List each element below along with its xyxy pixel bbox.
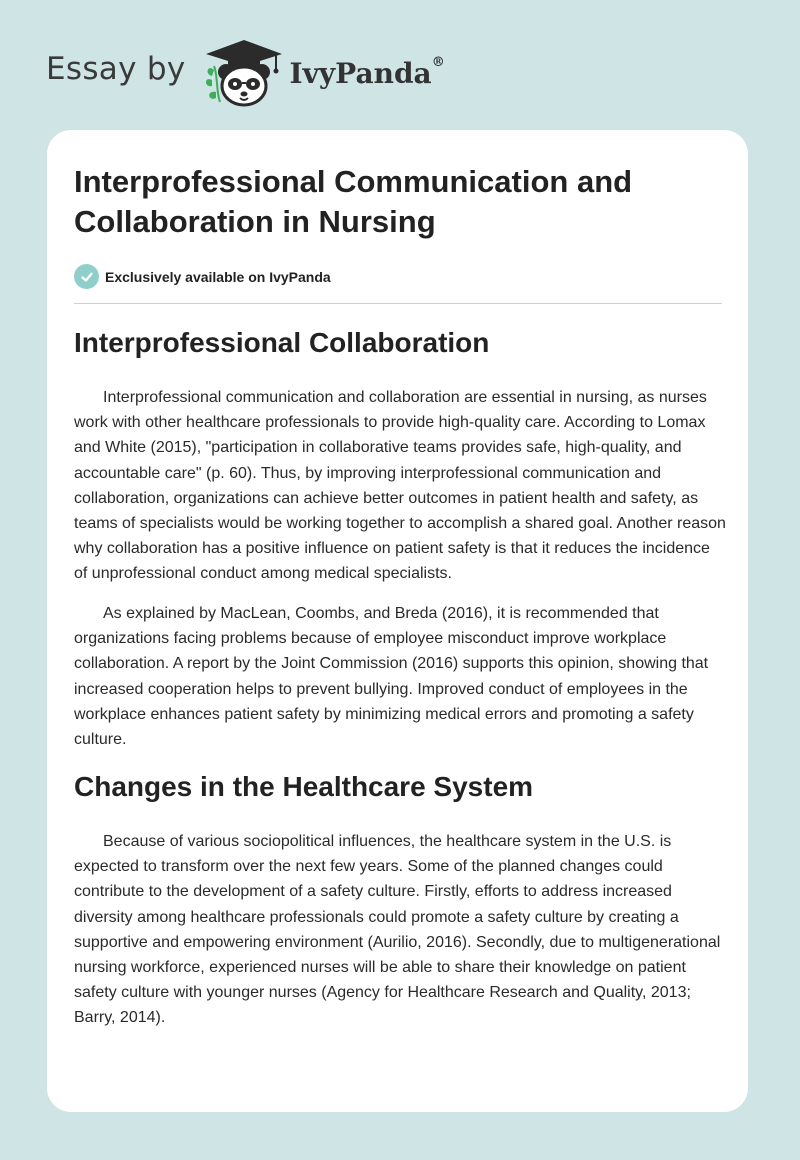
check-mark-glyph: [80, 270, 94, 284]
divider: [74, 303, 722, 304]
section-heading-changes: Changes in the Healthcare System: [74, 771, 534, 802]
registered-mark: ®: [431, 54, 445, 70]
paragraph: Interprofessional communication and collaboration are essential in nursing, as nurses work with other healthcare professionals to provide high-quality care. According to Lomax and White (2015), "participation in collaborative teams provides safe, high-quality, and accountable care" (p. 60). Thus, by improving interprofessional communication and collaboration, organizations can achieve better outcomes in patient health and safety, as teams of specialists would be working together to accomplish a shared goal. Another reason why collaboration has a positive influence on patient safety is that it reduces the incidence of unprofessional conduct among medical specialists.: [74, 389, 726, 583]
page-title: Interprofessional Communication and Collaboration in Nursing: [74, 164, 633, 239]
exclusive-badge: [74, 264, 331, 289]
panda-graduate-icon[interactable]: [200, 36, 286, 108]
brand-text: IvyPanda: [289, 56, 432, 90]
essay-card: [47, 130, 748, 1112]
badge-label: Exclusively available on IvyPanda: [105, 268, 331, 285]
essay-by-label: Essay by: [46, 51, 186, 87]
paragraph: As explained by MacLean, Coombs, and Breda (2016), it is recommended that organizations facing problems because of employee misconduct improve workplace collaboration. A report by the Joint Commission (2016) supports this opinion, showing that increased cooperation helps to prevent bullying. Improved conduct of employees in the workplace enhances patient safety by minimizing medical errors and promoting a safety culture.: [74, 605, 709, 749]
paragraph: Because of various sociopolitical influences, the healthcare system in the U.S. is expected to transform over the next few years. Some of the planned changes could contribute to the development of a safety culture. Firstly, efforts to address increased diversity among healthcare professionals could promote a safety culture by creating a supportive and empowering environment (Aurilio, 2016). Secondly, due to multigenerational nursing workforce, experienced nurses will be able to share their knowledge on patient safety culture with younger nurses (Agency for Healthcare Research and Quality, 2013; Barry, 2014).: [74, 833, 721, 1027]
site-header: [46, 36, 445, 108]
section-heading-collaboration: Interprofessional Collaboration: [74, 327, 490, 358]
check-icon: [74, 264, 99, 289]
brand-name[interactable]: [289, 54, 445, 90]
